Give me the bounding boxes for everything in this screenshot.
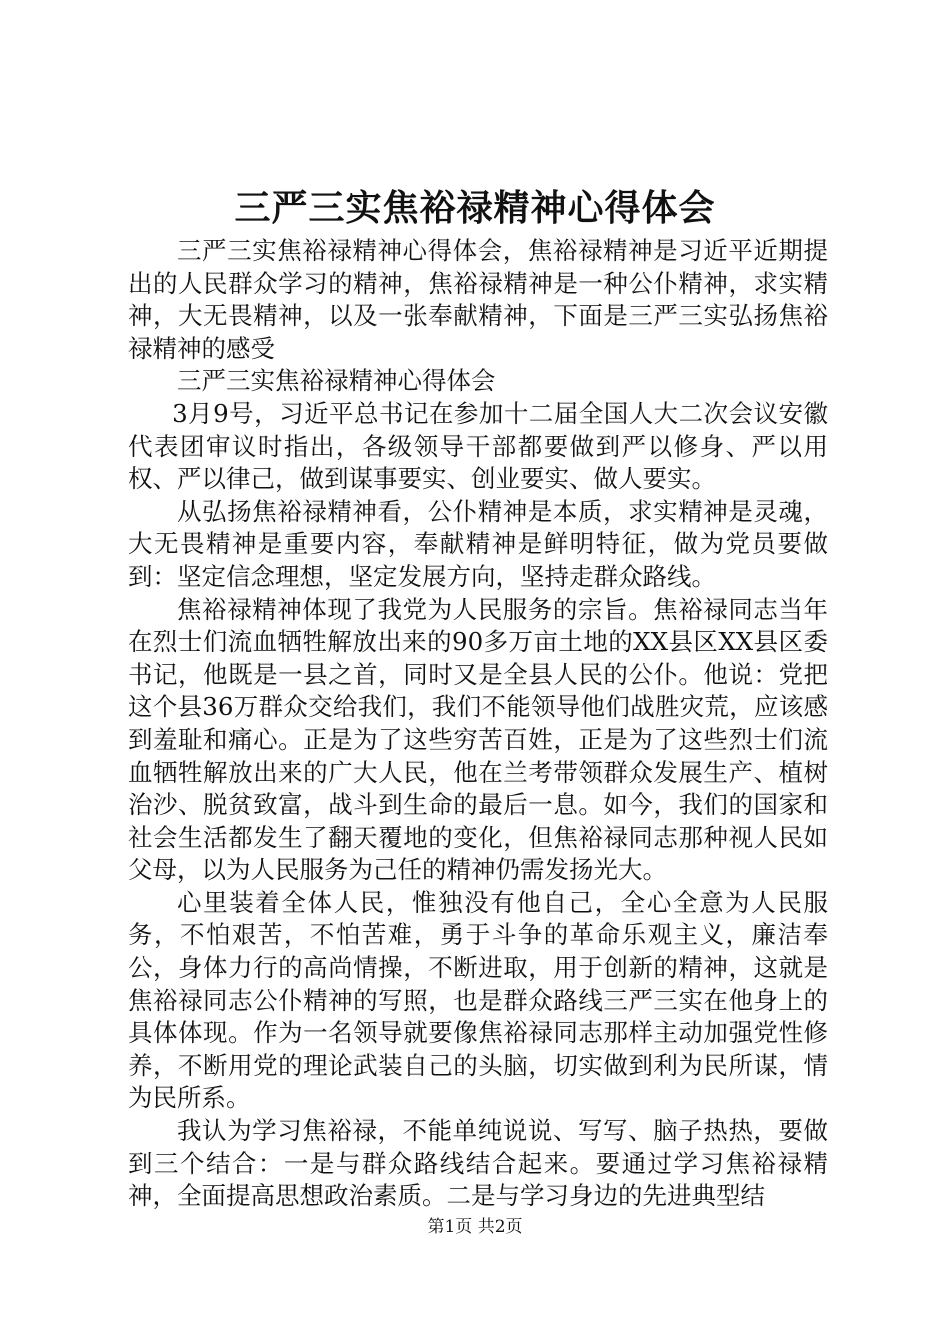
paragraph-study: 我认为学习焦裕禄，不能单纯说说、写写、脑子热热，要做到三个结合：一是与群众路线结合起来。要通过学习焦裕禄精神，全面提高思想政治素质。二是与学习身边的先进典型结 <box>128 1116 828 1211</box>
paragraph-purpose: 焦裕禄精神体现了我党为人民服务的宗旨。焦裕禄同志当年在烈士们流血牺牲解放出来的90多万亩土地的XX县区XX县区委书记，他既是一县之首，同时又是全县人民的公仆。他说：党把这个县36万群众交给我们，我们不能领导他们战胜灾荒，应该感到羞耻和痛心。正是为了这些穷苦百姓，正是为了这些烈士们流血牺牲解放出来的广大人民，他在兰考带领群众发展生产、植树治沙、脱贫致富，战斗到生命的最后一息。如今，我们的国家和社会生活都发生了翻天覆地的变化，但焦裕禄同志那种视人民如父母，以为人民服务为己任的精神仍需发扬光大。 <box>128 594 828 885</box>
paragraph-subtitle: 三严三实焦裕禄精神心得体会 <box>177 366 496 396</box>
paragraph-march-9: 3月9号，习近平总书记在参加十二届全国人大二次会议安徽代表团审议时指出，各级领导干部都要做到严以修身、严以用权、严以律己，做到谋事要实、创业要实、做人要实。 <box>128 398 828 494</box>
document-title: 三严三实焦裕禄精神心得体会 <box>234 187 716 229</box>
page-footer: 第1页 共2页 <box>427 1217 523 1237</box>
paragraph-spirit: 从弘扬焦裕禄精神看，公仆精神是本质，求实精神是灵魂，大无畏精神是重要内容，奉献精神是鲜明特征，做为党员要做到：坚定信念理想，坚定发展方向，坚持走群众路线。 <box>128 496 828 591</box>
paragraph-intro: 三严三实焦裕禄精神心得体会，焦裕禄精神是习近平近期提出的人民群众学习的精神，焦裕禄精神是一种公仆精神，求实精神，大无畏精神，以及一张奉献精神，下面是三严三实弘扬焦裕禄精神的感受 <box>128 236 828 363</box>
document-body <box>128 235 828 1213</box>
paragraph-heart: 心里装着全体人民，惟独没有他自己，全心全意为人民服务，不怕艰苦，不怕苦难，勇于斗争的革命乐观主义，廉洁奉公，身体力行的高尚情操，不断进取，用于创新的精神，这就是焦裕禄同志公仆精神的写照，也是群众路线三严三实在他身上的具体体现。作为一名领导就要像焦裕禄同志那样主动加强党性修养，不断用党的理论武装自己的头脑，切实做到利为民所谋，情为民所系。 <box>128 887 828 1113</box>
